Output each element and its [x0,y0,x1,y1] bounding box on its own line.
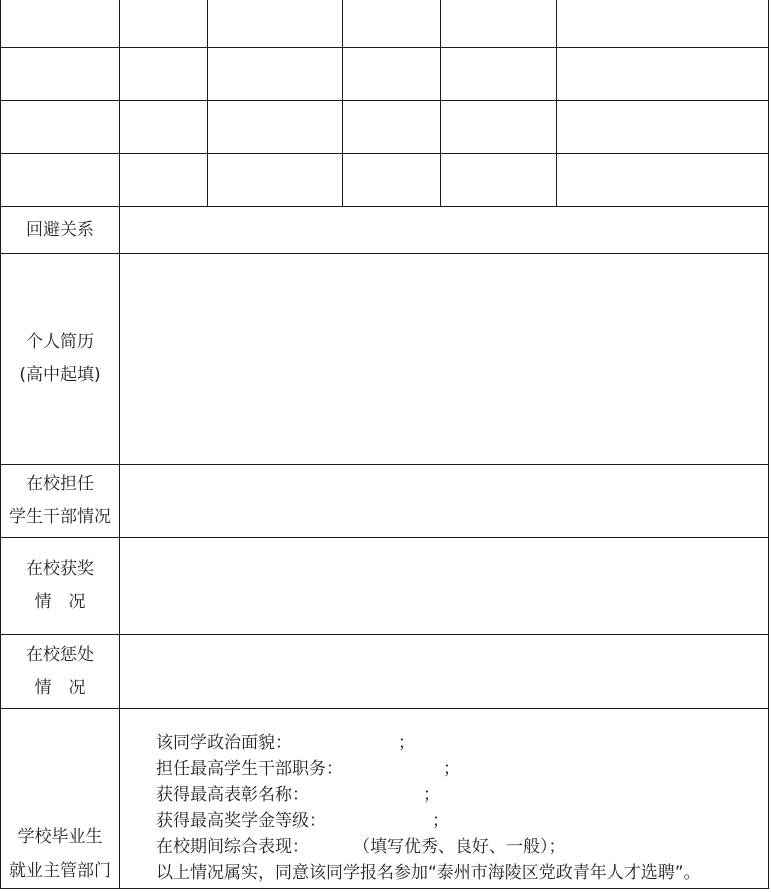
statement-line [156,860,768,886]
statement-prompt: 在校期间综合表现： [156,837,309,857]
blank-cell[interactable] [343,0,441,48]
cadre-row [1,465,769,538]
cadre-label-line-2: 学生干部情况 [9,507,111,527]
statement-blank[interactable] [343,756,443,782]
statement-prompt: 获得最高表彰名称： [156,785,309,805]
statement-end: （填写优秀、良好、一般）； [353,837,566,857]
blank-cell[interactable] [441,154,557,207]
blank-cell[interactable] [208,154,343,207]
school-dept-label-line-1: 学校毕业生 [17,827,103,847]
blank-cell[interactable] [441,0,557,48]
resume-field[interactable] [120,254,769,465]
resume-label-line-2: (高中起填) [19,365,101,385]
statement-line [156,808,768,834]
statement-line [156,834,768,860]
statement-end: ； [432,811,449,831]
statement-blank[interactable] [309,782,423,808]
cadre-label-cell [1,465,120,538]
punishment-label-line-2: 情 况 [34,677,86,698]
punishment-label-line-1: 在校惩处 [26,644,94,665]
resume-row [1,254,769,465]
avoidance-label-cell [1,207,120,254]
table-row [1,48,769,101]
school-dept-statement [120,709,769,889]
blank-cell[interactable] [1,101,120,154]
resume-label-line-1: 个人简历 [26,332,94,352]
awards-label-line-2: 情 况 [34,592,86,612]
punishment-field[interactable] [120,635,769,709]
avoidance-field[interactable] [120,207,769,254]
statement-prompt: 该同学政治面貌： [156,733,292,753]
school-dept-label-cell [1,709,120,889]
resume-label-cell [1,254,120,465]
table-row [1,154,769,207]
statement-line [156,782,768,808]
statement-end: ； [443,759,460,779]
statement-blank[interactable] [292,730,398,756]
awards-label-cell [1,538,120,635]
blank-cell[interactable] [557,48,769,101]
blank-cell[interactable] [208,0,343,48]
statement-end: ； [398,733,415,753]
statement-conclusion: 以上情况属实，同意该同学报名参加“泰州市海陵区党政青年人才选聘”。 [156,863,701,883]
punishment-label-cell [1,635,120,709]
blank-cell[interactable] [343,154,441,207]
table-row [1,0,769,48]
table-row [1,101,769,154]
blank-cell[interactable] [441,48,557,101]
blank-cell[interactable] [441,101,557,154]
punishment-row [1,635,769,709]
avoidance-label: 回避关系 [26,219,94,240]
statement-prompt: 获得最高奖学金等级： [156,811,326,831]
blank-cell[interactable] [557,101,769,154]
blank-cell[interactable] [208,101,343,154]
blank-cell[interactable] [120,0,208,48]
avoidance-row [1,207,769,254]
blank-cell[interactable] [1,154,120,207]
awards-row [1,538,769,635]
cadre-field[interactable] [120,465,769,538]
blank-cell[interactable] [557,154,769,207]
blank-cell[interactable] [208,48,343,101]
statement-line [156,756,768,782]
blank-cell[interactable] [120,154,208,207]
awards-label-line-1: 在校获奖 [26,559,94,579]
blank-cell[interactable] [1,48,120,101]
statement-blank[interactable] [309,834,353,860]
blank-cell[interactable] [557,0,769,48]
school-dept-row [1,709,769,889]
blank-cell[interactable] [120,101,208,154]
blank-cell[interactable] [1,0,120,48]
statement-blank[interactable] [326,808,432,834]
cadre-label-line-1: 在校担任 [26,474,94,494]
blank-cell[interactable] [343,48,441,101]
blank-cell[interactable] [120,48,208,101]
blank-cell[interactable] [343,101,441,154]
school-dept-label-line-2: 就业主管部门 [9,861,111,881]
statement-line [156,730,768,756]
awards-field[interactable] [120,538,769,635]
statement-end: ； [423,785,440,805]
statement-prompt: 担任最高学生干部职务： [156,759,343,779]
